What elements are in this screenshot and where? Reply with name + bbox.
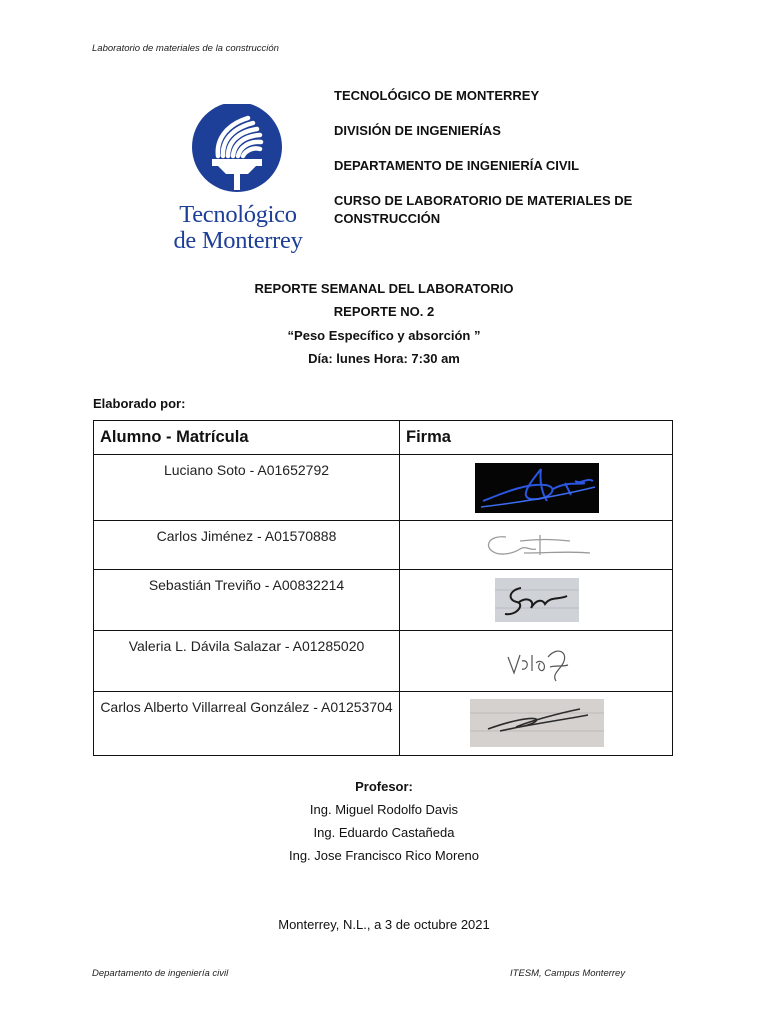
professors-label: Profesor: [355,779,413,794]
student-name: Carlos Jiménez - A01570888 [94,521,400,570]
table-row [94,631,673,692]
signature-cell [400,521,673,570]
signature-image [475,463,599,513]
signature-image [495,578,579,622]
column-student: Alumno - Matrícula [94,421,400,455]
logo-line-2: de Monterrey [173,227,303,254]
table-row [94,570,673,631]
student-name: Sebastián Treviño - A00832214 [94,570,400,631]
course-name: CURSO DE LABORATORIO DE MATERIALES DE CONSTRUCCIÓN [334,193,633,226]
signature-image [470,699,604,747]
student-name: Luciano Soto - A01652792 [94,455,400,521]
signature-cell [400,692,673,756]
report-topic: “Peso Específico y absorción ” [287,328,481,343]
authors-table [93,420,673,756]
authors-label: Elaborado por: [93,396,186,411]
professor-name: Ing. Jose Francisco Rico Moreno [288,848,480,863]
signature-image [480,531,592,561]
professor-name: Ing. Eduardo Castañeda [313,825,455,840]
footer-left: Departamento de ingeniería civil [92,968,229,979]
department-name: DEPARTAMENTO DE INGENIERÍA CIVIL [334,158,580,173]
footer-right: ITESM, Campus Monterrey [510,968,626,979]
tec-logo [156,104,320,260]
torch-emblem-icon [156,104,320,204]
place-date: Monterrey, N.L., a 3 de octubre 2021 [278,917,490,932]
professor-name: Ing. Miguel Rodolfo Davis [309,802,459,817]
institution-name: TECNOLÓGICO DE MONTERREY [334,88,540,103]
report-title: REPORTE SEMANAL DEL LABORATORIO [254,281,514,296]
division-name: DIVISIÓN DE INGENIERÍAS [334,123,501,138]
report-number: REPORTE NO. 2 [333,304,435,319]
table-header-row [94,421,673,455]
column-signature: Firma [400,421,673,455]
signature-cell [400,455,673,521]
report-schedule: Día: lunes Hora: 7:30 am [308,351,460,366]
signature-cell [400,570,673,631]
logo-line-1: Tecnológico [179,201,297,228]
table-row [94,692,673,756]
running-header: Laboratorio de materiales de la construcción [92,43,279,54]
signature-image [500,637,574,687]
table-row [94,455,673,521]
student-name: Valeria L. Dávila Salazar - A01285020 [94,631,400,692]
signature-cell [400,631,673,692]
table-row [94,521,673,570]
student-name: Carlos Alberto Villarreal González - A01253704 [94,692,400,756]
